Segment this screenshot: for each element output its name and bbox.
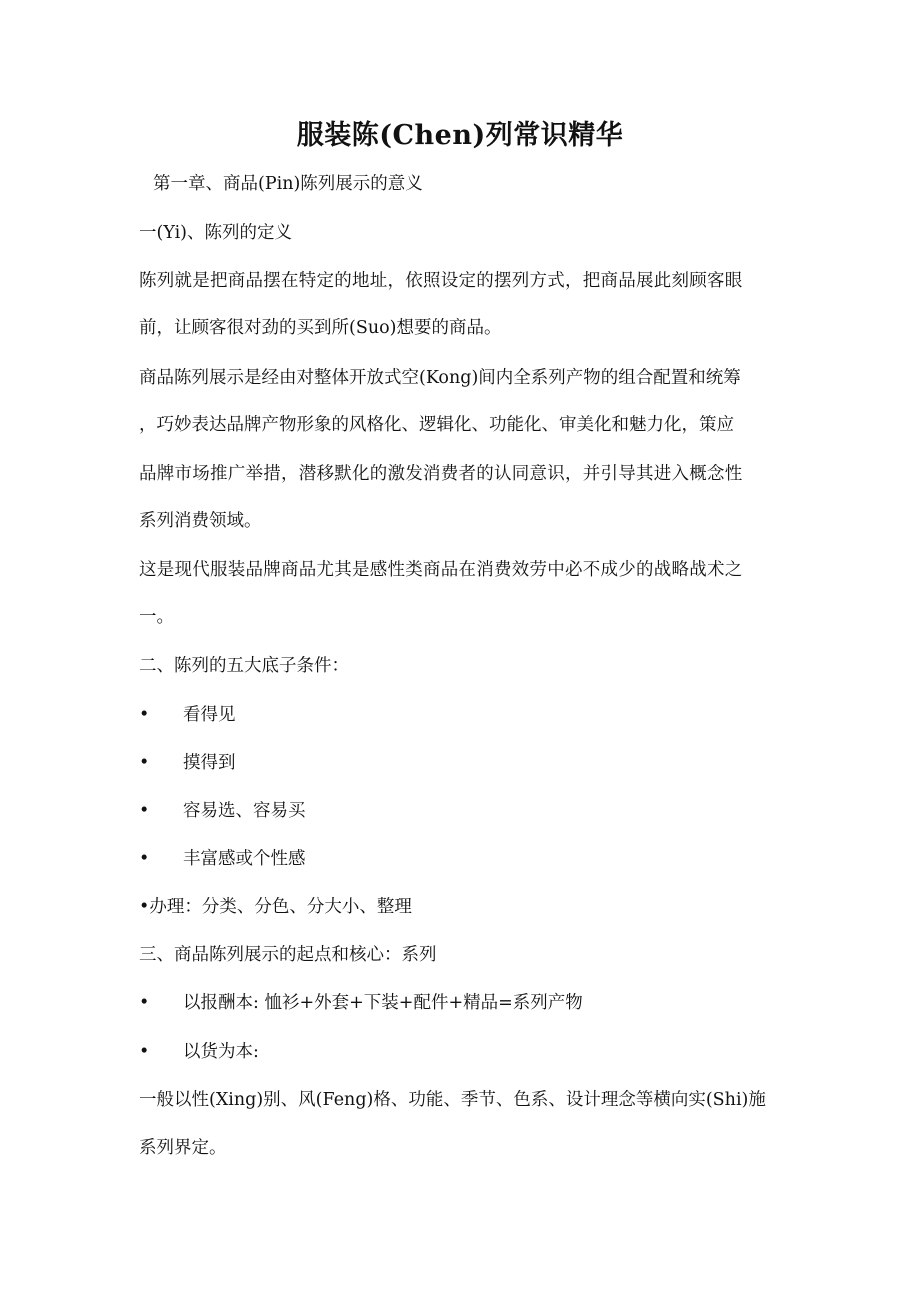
list-item-text: 容易选、容易买 xyxy=(183,801,306,821)
list-item-text: 以报酬本: 恤衫+外套+下装+配件+精品=系列产物 xyxy=(183,993,583,1013)
bullet-icon: • xyxy=(139,753,150,773)
paragraph-line: 系列消费领域。 xyxy=(139,511,262,531)
bullet-icon: • xyxy=(139,993,150,1013)
bullet-icon: • xyxy=(139,801,150,821)
paragraph-line: 系列界定。 xyxy=(139,1138,227,1158)
list-item-text: 摸得到 xyxy=(183,753,236,773)
paragraph-line: 一般以性(Xing)别、风(Feng)格、功能、季节、色系、设计理念等横向实(Shi)施 xyxy=(139,1090,766,1110)
bullet-icon: • xyxy=(139,1042,150,1062)
bullet-icon: • xyxy=(139,849,150,869)
paragraph-line: ，巧妙表达品牌产物形象的风格化、逻辑化、功能化、审美化和魅力化，策应 xyxy=(139,415,734,435)
bullet-icon: • xyxy=(139,705,150,725)
paragraph-line: 一。 xyxy=(139,607,174,627)
section-heading: 三、商品陈列展示的起点和核心：系列 xyxy=(139,945,437,965)
document-title: 服装陈(Chen)列常识精华 xyxy=(296,120,624,151)
paragraph-line: 这是现代服装品牌商品尤其是感性类商品在消费效劳中必不成少的战略战术之 xyxy=(139,560,743,580)
section-heading: 一(Yi)、陈列的定义 xyxy=(139,223,292,243)
paragraph-line: •办理：分类、分色、分大小、整理 xyxy=(139,897,412,917)
chapter-heading: 第一章、商品(Pin)陈列展示的意义 xyxy=(153,174,423,194)
list-item-text: 丰富感或个性感 xyxy=(183,849,306,869)
list-item-text: 以货为本: xyxy=(183,1042,259,1062)
paragraph-line: 陈列就是把商品摆在特定的地址，依照设定的摆列方式，把商品展此刻顾客眼 xyxy=(139,271,743,291)
paragraph-line: 前，让顾客很对劲的买到所(Suo)想要的商品。 xyxy=(139,318,502,338)
section-heading: 二、陈列的五大底子条件： xyxy=(139,656,349,676)
list-item-text: 看得见 xyxy=(183,705,236,725)
paragraph-line: 商品陈列展示是经由对整体开放式空(Kong)间内全系列产物的组合配置和统筹 xyxy=(139,368,741,388)
paragraph-line: 品牌市场推广举措，潜移默化的激发消费者的认同意识，并引导其进入概念性 xyxy=(139,464,743,484)
